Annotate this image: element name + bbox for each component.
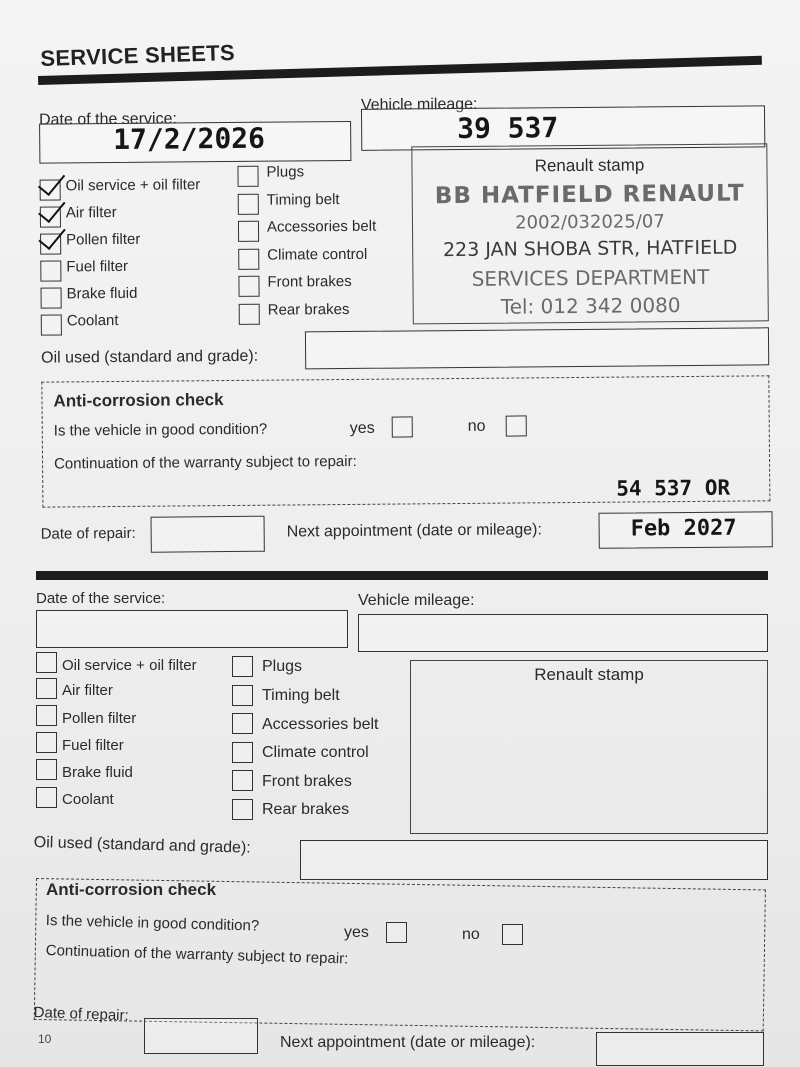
checklist-label: Front brakes (262, 773, 352, 790)
oil-used-field[interactable] (300, 840, 768, 880)
repair-date-label: Date of repair: (33, 1004, 129, 1025)
checkbox-rear-brakes[interactable] (232, 799, 253, 820)
stamp-label: Renault stamp (534, 155, 645, 176)
mileage-value: 39 537 (456, 111, 559, 146)
checkbox-fuel-filter[interactable] (36, 732, 57, 753)
service-date-value: 17/2/2026 (113, 121, 266, 157)
checkbox-oil-service[interactable] (36, 652, 57, 673)
repair-date-label: Date of repair: (40, 524, 136, 543)
checklist-label: Pollen filter (62, 710, 137, 727)
next-appointment-label: Next appointment (date or mileage): (286, 521, 542, 541)
checkbox-pollen-filter[interactable] (36, 705, 57, 726)
checklist-label: Fuel filter (66, 257, 129, 276)
next-appointment-label: Next appointment (date or mileage): (280, 1034, 536, 1051)
service-date-label: Date of the service: (38, 110, 177, 129)
checklist-label: Rear brakes (267, 300, 350, 319)
stamp-phone: Tel: 012 342 0080 (500, 293, 681, 319)
checkbox-brake-fluid[interactable] (36, 759, 57, 780)
no-label: no (467, 417, 486, 435)
checklist-label: Fuel filter (62, 737, 124, 754)
page-title: SERVICE SHEETS (40, 39, 236, 71)
checklist-label: Oil service + oil filter (65, 176, 201, 195)
checklist-label: Coolant (62, 791, 114, 808)
oil-used-label: Oil used (standard and grade): (41, 347, 259, 367)
checklist-label: Brake fluid (66, 284, 138, 303)
stamp-dealer-name: BB HATFIELD RENAULT (434, 180, 745, 210)
good-condition-label: Is the vehicle in good condition? (53, 420, 268, 440)
good-condition-label: Is the vehicle in good condition? (45, 912, 260, 935)
checklist-label: Air filter (65, 203, 117, 222)
next-appointment-mileage: 54 537 OR (616, 475, 731, 501)
yes-label: yes (344, 924, 369, 941)
anti-corrosion-heading: Anti-corrosion check (46, 880, 217, 899)
oil-used-label: Oil used (standard and grade): (33, 834, 251, 857)
checklist-label: Coolant (66, 311, 119, 330)
checklist-label: Accessories belt (262, 716, 379, 733)
checkbox-plugs[interactable] (232, 656, 253, 677)
checklist-label: Climate control (262, 744, 369, 761)
checklist-label: Rear brakes (262, 801, 350, 818)
stamp-reg-number: 2002/032025/07 (515, 211, 665, 234)
checkbox-climate-control[interactable] (232, 742, 253, 763)
checklist-label: Front brakes (267, 272, 352, 291)
service-date-label: Date of the service: (36, 590, 166, 607)
checklist-label: Oil service + oil filter (62, 657, 197, 674)
mileage-label: Vehicle mileage: (358, 592, 475, 609)
mileage-field[interactable] (358, 614, 768, 652)
repair-date-field[interactable] (144, 1018, 258, 1054)
checkbox-timing-belt[interactable] (232, 685, 253, 706)
checklist-label: Timing belt (266, 191, 340, 209)
anti-corrosion-heading: Anti-corrosion check (53, 390, 224, 411)
checklist-label: Pollen filter (66, 230, 141, 249)
warranty-continuation-label: Continuation of the warranty subject to repair: (45, 942, 349, 968)
checkbox-front-brakes[interactable] (232, 770, 253, 791)
no-label: no (462, 926, 480, 943)
checkbox-condition-no[interactable] (502, 924, 523, 945)
checkbox-air-filter[interactable] (36, 678, 57, 699)
page-number: 10 (38, 1032, 52, 1046)
stamp-department: SERVICES DEPARTMENT (471, 264, 710, 291)
warranty-continuation-label: Continuation of the warranty subject to repair: (53, 452, 357, 473)
checklist-label: Air filter (62, 682, 113, 699)
renault-stamp-box (410, 660, 768, 834)
stamp-label: Renault stamp (534, 665, 644, 684)
checklist-label: Timing belt (262, 687, 340, 704)
checklist-label: Plugs (262, 658, 303, 675)
next-appointment-date: Feb 2027 (630, 515, 737, 542)
next-appointment-field[interactable] (596, 1032, 764, 1066)
checklist-label: Accessories belt (266, 217, 377, 236)
checkbox-coolant[interactable] (36, 787, 57, 808)
service-date-field[interactable] (36, 610, 348, 648)
checkbox-accessories-belt[interactable] (232, 713, 253, 734)
checklist-label: Climate control (267, 245, 368, 264)
yes-label: yes (349, 419, 375, 437)
mileage-label: Vehicle mileage: (360, 95, 478, 114)
checklist-label: Brake fluid (62, 764, 133, 781)
checkbox-condition-yes[interactable] (386, 922, 407, 943)
checklist-label: Plugs (266, 163, 305, 181)
stamp-address: 223 JAN SHOBA STR, HATFIELD (442, 236, 738, 262)
